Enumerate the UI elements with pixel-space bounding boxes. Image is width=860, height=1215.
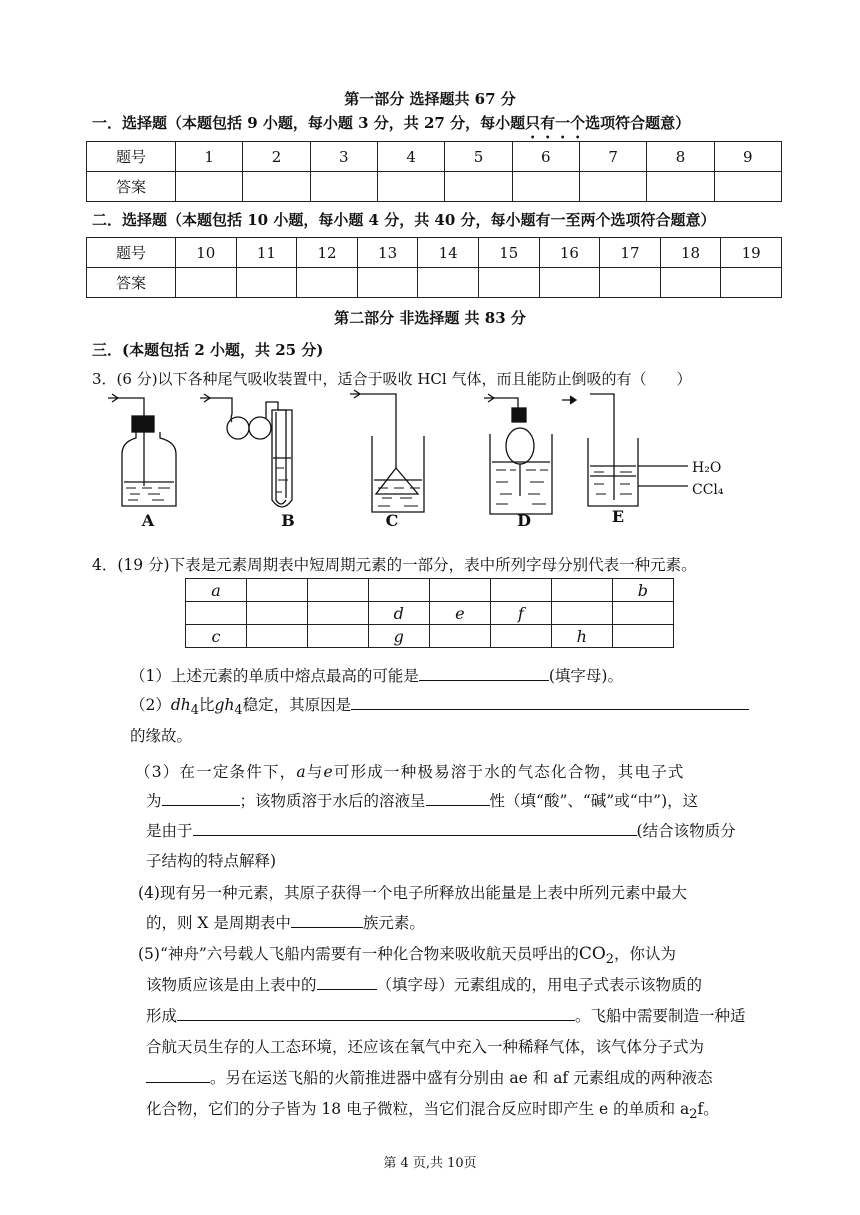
formula-subscript: 4 (190, 703, 199, 719)
q4-part5-line5 (146, 1066, 713, 1088)
element-letter: a (296, 763, 307, 781)
part1-title: 第一部分 选择题共 67 分 (344, 90, 516, 108)
q4-part3-text: 与 (306, 763, 324, 781)
answer-cell[interactable] (418, 268, 479, 298)
q4-part5-text: 。另在运送飞船的火箭推进器中盛有分别由 ae 和 af 元素组成的两种液态 (210, 1069, 713, 1087)
element-cell: e (429, 602, 490, 625)
q4-part5-text: （填字母）元素组成的，用电子式表示该物质的 (376, 976, 703, 994)
answer-cell[interactable] (236, 268, 297, 298)
apparatus-label: A (141, 511, 155, 528)
answer-blank[interactable] (317, 975, 377, 990)
q4-part5-line1 (138, 942, 676, 967)
answer-cell[interactable] (539, 268, 600, 298)
element-cell: d (368, 602, 429, 625)
apparatus-c (350, 390, 424, 512)
q4-part5-line3 (146, 1004, 746, 1026)
formula-co2: CO (578, 944, 606, 964)
apparatus-label: D (517, 511, 531, 528)
element-cell (612, 625, 673, 648)
q3-apparatus-diagram (100, 388, 760, 528)
section3-title: 三．(本题包括 2 小题，共 25 分) (92, 341, 324, 359)
formula-subscript: 2 (605, 952, 614, 968)
element-cell: a (186, 579, 247, 602)
answer-blank[interactable] (193, 821, 637, 836)
table-row (87, 172, 782, 202)
q4-part5-line6 (146, 1097, 719, 1122)
section1-title-suffix: 选项符合题意） (585, 114, 691, 132)
answer-label: 答案 (87, 268, 176, 298)
question-number: 5 (445, 142, 512, 172)
q3-text: 3．(6 分)以下各种尾气吸收装置中，适合于吸收 HCl 气体，而且能防止倒吸的有（ ） (92, 370, 692, 388)
q4-part2-text: 稳定，其原因是 (242, 696, 352, 714)
q4-part5-text: ，你认为 (613, 945, 676, 963)
q4-part2-end: 的缘故。 (130, 727, 193, 745)
question-number: 3 (310, 142, 377, 172)
q4-part4-line2 (146, 911, 425, 933)
q4-part3-line3 (146, 819, 736, 841)
question-number: 17 (600, 238, 661, 268)
answer-blank[interactable] (419, 666, 549, 681)
q4-part5-line4: 合航天员生存的人工态环境，还应该在氧气中充入一种稀释气体，该气体分子式为 (146, 1038, 705, 1056)
element-cell: f (490, 602, 551, 625)
answer-label: 答案 (87, 172, 176, 202)
q4-part1-suffix: (填字母)。 (548, 667, 623, 685)
question-number: 1 (176, 142, 243, 172)
q4-part3-line1 (135, 760, 685, 782)
q4-part5-text: 该物质应该是由上表中的 (146, 976, 317, 994)
answer-cell[interactable] (478, 268, 539, 298)
answer-blank[interactable] (351, 695, 749, 710)
q4-part4-line1: (4)现有另一种元素，其原子获得一个电子所释放出能量是上表中所列元素中最大 (138, 884, 687, 902)
section1-title (92, 112, 690, 142)
element-cell (247, 579, 308, 602)
question-number: 2 (243, 142, 310, 172)
element-letter: e (323, 763, 334, 781)
q4-part3-text: （3）在一定条件下， (135, 763, 297, 781)
q4-part3-text: (结合该物质分 (636, 822, 736, 840)
answer-cell[interactable] (579, 172, 646, 202)
apparatus-label: C (385, 511, 399, 528)
element-cell (186, 602, 247, 625)
question-number: 4 (377, 142, 444, 172)
answer-blank[interactable] (146, 1068, 210, 1083)
question-number: 13 (357, 238, 418, 268)
q4-part3-line2 (146, 789, 698, 811)
q4-part5-line2 (146, 973, 702, 995)
question-number: 16 (539, 238, 600, 268)
question-number: 14 (418, 238, 479, 268)
question-number: 8 (647, 142, 714, 172)
q4-part5-text: f。 (697, 1100, 719, 1118)
element-cell (490, 579, 551, 602)
answer-cell[interactable] (721, 268, 782, 298)
element-cell (429, 625, 490, 648)
q4-intro: 4．(19 分)下表是元素周期表中短周期元素的一部分，表中所列字母分别代表一种元素。 (92, 556, 697, 574)
q4-part3-text: ；该物质溶于水后的溶液呈 (239, 792, 426, 810)
element-cell: h (551, 625, 612, 648)
section2-title: 二．选择题（本题包括 10 小题，每小题 4 分，共 40 分，每小题有一至两个选项符合题意） (92, 211, 716, 229)
element-cell (551, 579, 612, 602)
table-row (87, 238, 782, 268)
element-cell (490, 625, 551, 648)
periodic-table-fragment (185, 578, 674, 648)
formula-subscript: 4 (234, 703, 243, 719)
formula-gh: gh (214, 696, 235, 714)
apparatus-a (108, 394, 176, 506)
q4-part4-text: 的，则 X 是周期表中 (146, 914, 291, 932)
question-number: 15 (478, 238, 539, 268)
q4-part5-text: 形成 (146, 1007, 178, 1025)
q4-part4-text: 族元素。 (362, 914, 425, 932)
element-cell: c (186, 625, 247, 648)
part2-title: 第二部分 非选择题 共 83 分 (334, 309, 526, 327)
answer-blank[interactable] (162, 791, 240, 806)
answer-cell[interactable] (243, 172, 310, 202)
element-cell (368, 579, 429, 602)
element-cell (247, 625, 308, 648)
header-label: 题号 (87, 142, 176, 172)
q4-part5-text: (5)“神舟”六号载人飞船内需要有一种化合物来吸收航天员呼出的 (138, 945, 579, 963)
apparatus-d (484, 394, 552, 514)
element-cell: g (368, 625, 429, 648)
q4-part2-number: （2） (130, 696, 171, 714)
answer-cell[interactable] (176, 172, 243, 202)
table-row (186, 579, 674, 602)
answer-cell[interactable] (357, 268, 418, 298)
element-cell (612, 602, 673, 625)
question-number: 7 (579, 142, 646, 172)
section1-answer-table (86, 141, 782, 202)
question-number: 12 (297, 238, 358, 268)
answer-cell[interactable] (310, 172, 377, 202)
section1-title-prefix: 一．选择题（本题包括 9 小题，每小题 3 分，共 27 分，每小题 (92, 114, 526, 132)
answer-cell[interactable] (512, 172, 579, 202)
q4-part3-text: 性（填“酸”、“碱”或“中”)，这 (489, 792, 699, 810)
layer-label-water: H₂O (692, 460, 722, 476)
question-number: 6 (512, 142, 579, 172)
table-row (87, 268, 782, 298)
answer-cell[interactable] (176, 268, 237, 298)
answer-cell[interactable] (647, 172, 714, 202)
answer-cell[interactable] (445, 172, 512, 202)
element-cell (429, 579, 490, 602)
q4-part1-text: （1）上述元素的单质中熔点最高的可能是 (130, 667, 419, 685)
element-cell: b (612, 579, 673, 602)
answer-blank[interactable] (177, 1006, 575, 1021)
layer-label-ccl4: CCl₄ (692, 482, 724, 498)
formula-dh: dh (170, 696, 191, 714)
apparatus-label: B (281, 511, 295, 528)
answer-cell[interactable] (600, 268, 661, 298)
element-cell (307, 579, 368, 602)
q4-part2-text: 比 (199, 696, 215, 714)
formula-subscript: 2 (689, 1107, 698, 1123)
element-cell (247, 602, 308, 625)
q4-part5-text: 。飞船中需要制造一种适 (575, 1007, 746, 1025)
answer-cell[interactable] (377, 172, 444, 202)
apparatus-b (200, 394, 292, 507)
answer-blank[interactable] (426, 791, 490, 806)
q4-part3-text: 可形成一种极易溶于水的气态化合物，其电子式 (333, 763, 685, 781)
page-footer: 第 4 页,共 10页 (383, 1156, 477, 1171)
apparatus-label: E (611, 507, 625, 526)
section2-answer-table (86, 237, 782, 298)
question-number: 19 (721, 238, 782, 268)
q4-part3-text: 是由于 (146, 822, 193, 840)
q4-part1 (130, 664, 623, 686)
table-row (87, 142, 782, 172)
element-cell (307, 625, 368, 648)
answer-blank[interactable] (291, 913, 363, 928)
question-number: 10 (176, 238, 237, 268)
apparatus-e (562, 394, 688, 506)
element-cell (551, 602, 612, 625)
header-label: 题号 (87, 238, 176, 268)
table-row (186, 625, 674, 648)
q4-part3-text: 为 (146, 792, 162, 810)
section1-title-emph: 只有一个 (525, 114, 586, 132)
answer-cell[interactable] (660, 268, 721, 298)
table-row (186, 602, 674, 625)
element-cell (307, 602, 368, 625)
question-number: 11 (236, 238, 297, 268)
question-number: 9 (714, 142, 781, 172)
question-number: 18 (660, 238, 721, 268)
answer-cell[interactable] (714, 172, 781, 202)
q4-part2 (130, 693, 749, 718)
q4-part3-line4: 子结构的特点解释) (146, 852, 277, 870)
answer-cell[interactable] (297, 268, 358, 298)
q4-part5-text: 化合物，它们的分子皆为 18 电子微粒，当它们混合反应时即产生 e 的单质和 a (146, 1100, 690, 1118)
